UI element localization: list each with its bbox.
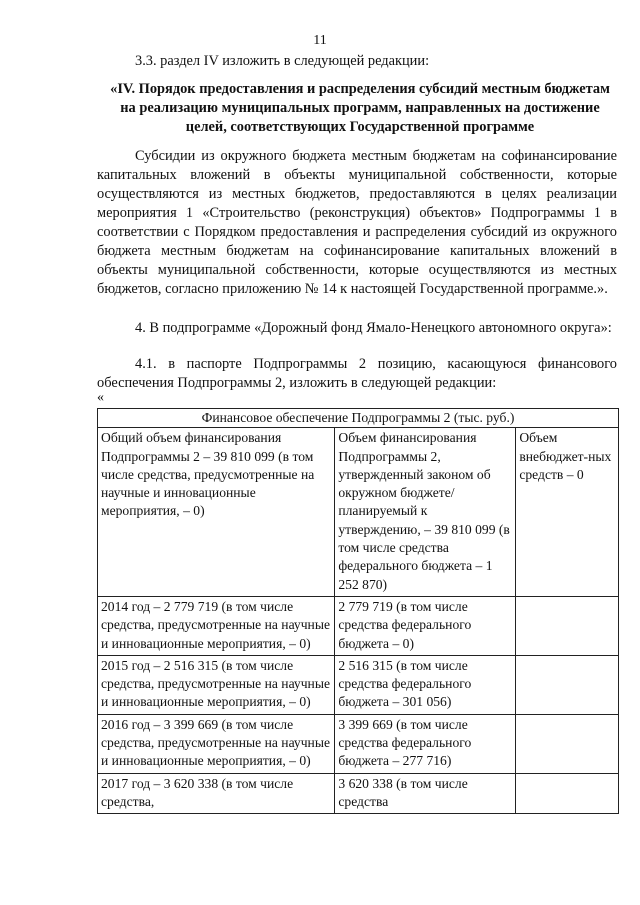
row-approved-cell: 3 620 338 (в том числе средства — [335, 773, 516, 814]
row-total-cell: 2014 год – 2 779 719 (в том числе средства, предусмотренные на научные и инновационные мероприятия, – 0) — [98, 596, 335, 655]
header-total-cell: Общий объем финансирования Подпрограммы 2 – 39 810 099 (в том числе средства, предусмотренные на научные и инновационные мероприятия, – 0) — [98, 428, 335, 597]
row-approved-cell: 3 399 669 (в том числе средства федерального бюджета – 277 716) — [335, 714, 516, 773]
header-approved-cell: Объем финансирования Подпрограммы 2, утвержденный законом об окружном бюджете/планируемый к утверждению, – 39 810 099 (в том числе средства федерального бюджета – 1 252 870) — [335, 428, 516, 597]
item-4: 4. В подпрограмме «Дорожный фонд Ямало-Ненецкого автономного округа»: — [135, 320, 612, 336]
row-extrabudget-cell — [516, 773, 619, 814]
section-heading: «IV. Порядок предоставления и распределения субсидий местным бюджетам на реализацию муниципальных программ, направленных на достижение целей, соответствующих Государственной программе — [110, 81, 610, 135]
subsidy-paragraph: Субсидии из окружного бюджета местным бюджетам на софинансирование капитальных вложений в объекты муниципальной собственности, которые осуществляются из местных бюджетов, предоставляются в целях реализации мероприятия 1 «Строительство (реконструкция) объектов» Подпрограммы 1 в соответствии с Порядком предоставления и распределения субсидий из окружного бюджета местным бюджетам на софинансирование капитальных вложений в объекты муниципальной собственности, которые осуществляются из местных бюджетов, согласно приложению № 14 к настоящей Государственной программе.». — [97, 148, 617, 297]
financing-table — [97, 408, 619, 814]
row-approved-cell: 2 779 719 (в том числе средства федерального бюджета – 0) — [335, 596, 516, 655]
intro-3-3: 3.3. раздел IV изложить в следующей редакции: — [135, 53, 430, 69]
row-total-cell: 2016 год – 3 399 669 (в том числе средства, предусмотренные на научные и инновационные мероприятия, – 0) — [98, 714, 335, 773]
row-extrabudget-cell — [516, 714, 619, 773]
item-4-1-block — [97, 355, 617, 393]
table-row — [98, 714, 619, 773]
row-extrabudget-cell — [516, 655, 619, 714]
table-caption: Финансовое обеспечение Подпрограммы 2 (тыс. руб.) — [98, 409, 619, 428]
row-total-cell: 2017 год – 3 620 338 (в том числе средства, — [98, 773, 335, 814]
opening-quote-mark: « — [97, 390, 104, 405]
table-caption-row — [98, 409, 619, 428]
row-total-cell: 2015 год – 2 516 315 (в том числе средства, предусмотренные на научные и инновационные мероприятия, – 0) — [98, 655, 335, 714]
item-4-block — [97, 319, 617, 338]
table-row — [98, 773, 619, 814]
row-approved-cell: 2 516 315 (в том числе средства федерального бюджета – 301 056) — [335, 655, 516, 714]
item-4-1: 4.1. в паспорте Подпрограммы 2 позицию, касающуюся финансового обеспечения Подпрограммы 2, изложить в следующей редакции: — [97, 356, 617, 391]
header-extrabudget-cell: Объем внебюджет-ных средств – 0 — [516, 428, 619, 597]
table-row — [98, 655, 619, 714]
table-row — [98, 596, 619, 655]
table-header-row — [98, 428, 619, 597]
subsidy-block — [97, 147, 617, 299]
page-number: 11 — [313, 33, 327, 48]
row-extrabudget-cell — [516, 596, 619, 655]
intro-3-3-block — [97, 52, 617, 71]
